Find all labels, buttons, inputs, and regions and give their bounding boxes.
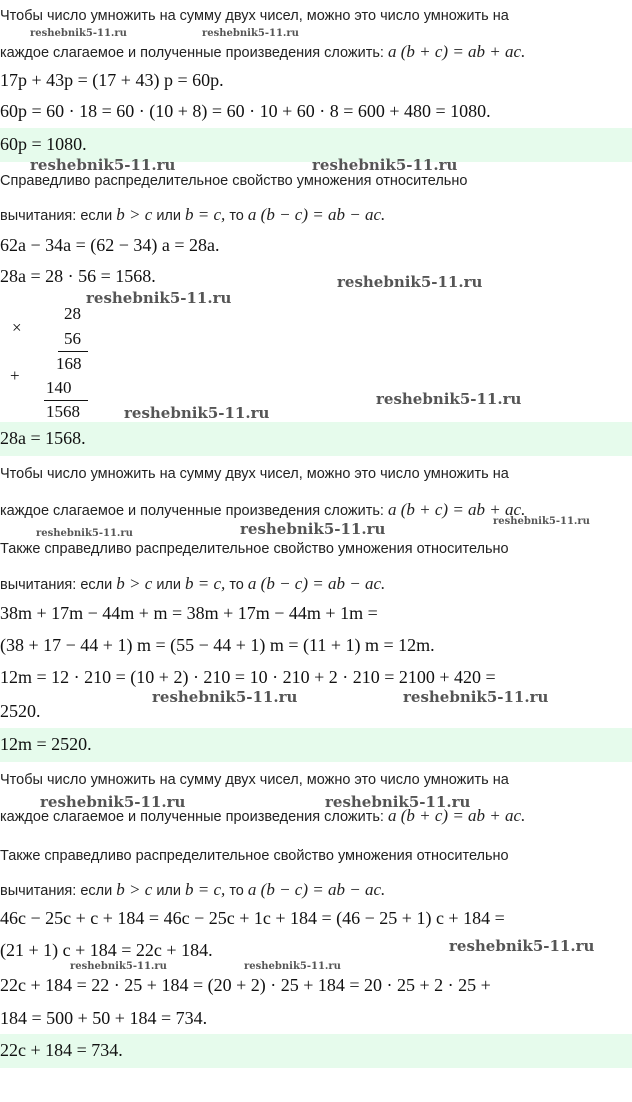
rule-text-part: каждое слагаемое и полученные произведения сложить:	[0, 503, 384, 519]
rule-text-part: каждое слагаемое и полученные произведения сложить:	[0, 45, 384, 61]
rule-text-part: или	[156, 208, 181, 224]
answer: 60p = 1080.	[0, 134, 87, 154]
column-number: 56	[64, 329, 81, 348]
watermark: reshebnik5-11.ru	[40, 793, 186, 811]
rule-text: Чтобы число умножить на сумму двух чисел, можно это число умножить на	[0, 466, 509, 482]
column-number: 168	[56, 354, 82, 373]
answer-highlight	[0, 728, 632, 762]
watermark: reshebnik5-11.ru	[30, 156, 176, 174]
watermark: reshebnik5-11.ru	[449, 937, 595, 955]
watermark: reshebnik5-11.ru	[36, 528, 133, 539]
watermark: reshebnik5-11.ru	[202, 28, 299, 39]
rule-text-part: вычитания: если	[0, 208, 113, 224]
answer: 12m = 2520.	[0, 734, 92, 754]
rule-text: Также справедливо распределительное свойство умножения относительно	[0, 848, 509, 864]
equation: (38 + 17 − 44 + 1) m = (55 − 44 + 1) m = (11 + 1) m = 12m.	[0, 635, 435, 655]
watermark: reshebnik5-11.ru	[124, 404, 270, 422]
watermark: reshebnik5-11.ru	[70, 961, 167, 972]
column-line	[44, 400, 88, 401]
rule-text	[0, 880, 385, 900]
equation: 12m = 12 · 210 = (10 + 2) · 210 = 10 · 210 + 2 · 210 = 2100 + 420 =	[0, 667, 496, 687]
rule-text: Чтобы число умножить на сумму двух чисел, можно это число умножить на	[0, 772, 509, 788]
rule-formula: a (b − c) = ab − ac.	[247, 205, 386, 224]
watermark: reshebnik5-11.ru	[244, 961, 341, 972]
multiply-sign: ×	[12, 318, 22, 337]
equation: 62a − 34a = (62 − 34) a = 28a.	[0, 235, 220, 255]
rule-text-part: то	[229, 208, 244, 224]
watermark: reshebnik5-11.ru	[152, 688, 298, 706]
column-result: 1568	[46, 402, 80, 421]
watermark: reshebnik5-11.ru	[312, 156, 458, 174]
rule-condition: b > c	[116, 880, 153, 899]
equation: 46c − 25c + c + 184 = 46c − 25c + 1c + 184 = (46 − 25 + 1) c + 184 =	[0, 908, 505, 928]
watermark: reshebnik5-11.ru	[337, 273, 483, 291]
rule-text	[0, 500, 525, 520]
rule-text-part: то	[229, 883, 244, 899]
watermark: reshebnik5-11.ru	[325, 793, 471, 811]
watermark: reshebnik5-11.ru	[86, 289, 232, 307]
watermark: reshebnik5-11.ru	[30, 28, 127, 39]
answer: 22c + 184 = 734.	[0, 1040, 123, 1060]
rule-text-part: то	[229, 577, 244, 593]
equation: 38m + 17m − 44m + m = 38m + 17m − 44m + 1m =	[0, 603, 378, 623]
rule-formula: a (b + c) = ab + ac.	[387, 42, 526, 61]
rule-text: Чтобы число умножить на сумму двух чисел, можно это число умножить на	[0, 8, 509, 24]
rule-condition: b > c	[116, 574, 153, 593]
answer: 28a = 1568.	[0, 428, 86, 448]
rule-condition: b > c	[116, 205, 153, 224]
equation: 2520.	[0, 701, 41, 721]
equation: 22c + 184 = 22 · 25 + 184 = (20 + 2) · 25 + 184 = 20 · 25 + 2 · 25 +	[0, 975, 491, 995]
rule-formula: a (b − c) = ab − ac.	[247, 880, 386, 899]
rule-condition: b = c,	[185, 880, 226, 899]
equation: 28a = 28 · 56 = 1568.	[0, 266, 156, 286]
equation: 17p + 43p = (17 + 43) p = 60p.	[0, 70, 224, 90]
rule-condition: b = c,	[185, 205, 226, 224]
equation: 184 = 500 + 50 + 184 = 734.	[0, 1008, 208, 1028]
rule-text	[0, 205, 385, 225]
rule-formula: a (b + c) = ab + ac.	[387, 500, 526, 519]
rule-formula: a (b − c) = ab − ac.	[247, 574, 386, 593]
watermark: reshebnik5-11.ru	[376, 390, 522, 408]
column-line	[58, 351, 88, 352]
plus-sign: +	[10, 366, 20, 385]
rule-text-part: или	[156, 577, 181, 593]
rule-text	[0, 574, 385, 594]
rule-formula: a (b + c) = ab + ac.	[387, 806, 526, 825]
rule-text-part: или	[156, 883, 181, 899]
answer-highlight	[0, 422, 632, 456]
equation: (21 + 1) c + 184 = 22c + 184.	[0, 940, 213, 960]
rule-text: Справедливо распределительное свойство умножения относительно	[0, 173, 468, 189]
rule-text-part: вычитания: если	[0, 577, 113, 593]
watermark: reshebnik5-11.ru	[493, 516, 590, 527]
rule-condition: b = c,	[185, 574, 226, 593]
watermark: reshebnik5-11.ru	[403, 688, 549, 706]
rule-text-part: каждое слагаемое и полученные произведения сложить:	[0, 809, 384, 825]
rule-text	[0, 42, 525, 62]
watermark: reshebnik5-11.ru	[240, 520, 386, 538]
equation: 60p = 60 · 18 = 60 · (10 + 8) = 60 · 10 + 60 · 8 = 600 + 480 = 1080.	[0, 101, 491, 121]
rule-text: Также справедливо распределительное свойство умножения относительно	[0, 541, 509, 557]
column-number: 28	[64, 304, 81, 323]
column-number: 140	[46, 378, 72, 397]
rule-text-part: вычитания: если	[0, 883, 113, 899]
